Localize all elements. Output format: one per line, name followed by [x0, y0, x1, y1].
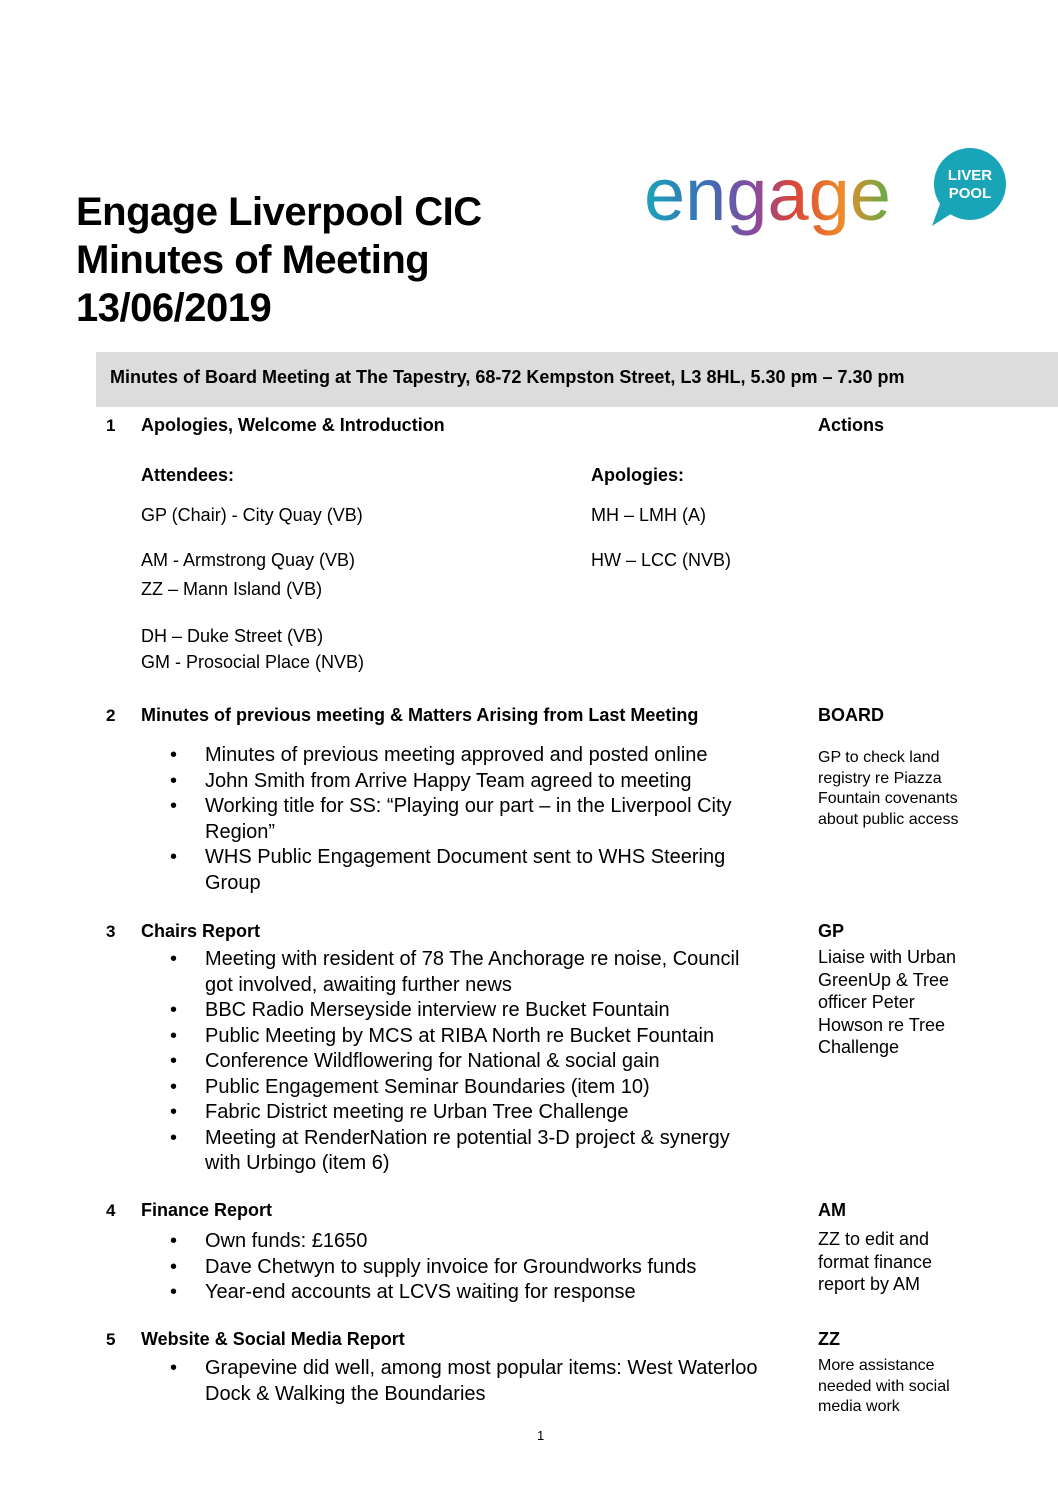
action-note: Liaise with Urban GreenUp & Tree officer Peter Howson re Tree Challenge: [818, 947, 957, 1057]
list-item: • Public Meeting by MCS at RIBA North re Bucket Fountain: [170, 1024, 739, 1050]
section-heading: Chairs Report: [141, 921, 261, 941]
attendee-item: AM - Armstrong Quay (VB): [141, 550, 356, 570]
attendee-item: ZZ – Mann Island (VB): [141, 579, 323, 599]
section-heading: Website & Social Media Report: [141, 1329, 405, 1349]
page-number: 1: [537, 1428, 545, 1443]
list-item: • Minutes of previous meeting approved and posted online: [170, 743, 732, 769]
list-item: • Meeting at RenderNation re potential 3-D project & synergy with Urbingo (item 6): [170, 1126, 739, 1177]
list-item: • John Smith from Arrive Happy Team agreed to meeting: [170, 769, 732, 795]
logo-badge-line1: LIVER: [947, 167, 993, 184]
section-number: 1: [106, 416, 116, 435]
attendee-item: DH – Duke Street (VB): [141, 626, 324, 646]
section-number: 2: [106, 706, 116, 725]
list-item: • Grapevine did well, among most popular items: West Waterloo Dock & Walking the Boundaries: [170, 1356, 757, 1407]
engage-liverpool-logo: [640, 138, 1010, 258]
apologies-label: Apologies:: [591, 465, 684, 485]
list-item: • Dave Chetwyn to supply invoice for Groundworks funds: [170, 1255, 696, 1281]
list-item: • Own funds: £1650: [170, 1229, 696, 1255]
list-item: • Year-end accounts at LCVS waiting for response: [170, 1280, 696, 1306]
section-heading: Finance Report: [141, 1200, 273, 1220]
attendee-item: GM - Prosocial Place (NVB): [141, 652, 365, 672]
logo-badge-line2: POOL: [948, 185, 992, 202]
section-action-owner: BOARD: [818, 705, 884, 725]
meeting-details-banner: [96, 352, 1058, 407]
section-bullet-list: [170, 947, 739, 1177]
apology-item: HW – LCC (NVB): [591, 550, 732, 570]
section-heading: Apologies, Welcome & Introduction: [141, 415, 445, 435]
list-item: • Working title for SS: “Playing our part – in the Liverpool City Region”: [170, 794, 732, 845]
apology-item: MH – LMH (A): [591, 505, 707, 525]
title-line-date: 13/06/2019: [76, 286, 272, 330]
attendees-label: Attendees:: [141, 465, 235, 485]
section-number: 5: [106, 1330, 116, 1349]
title-line-doc: Minutes of Meeting: [76, 238, 430, 282]
action-note: More assistance needed with social media work: [818, 1357, 950, 1415]
logo-wordmark: engage: [644, 153, 891, 236]
section-number: 4: [106, 1201, 116, 1220]
meeting-details-text: Minutes of Board Meeting at The Tapestry, 68-72 Kempston Street, L3 8HL, 5.30 pm – 7.30 pm: [110, 367, 905, 387]
document-title: [76, 188, 482, 332]
list-item: • Meeting with resident of 78 The Anchorage re noise, Council got involved, awaiting further news: [170, 947, 739, 998]
section-bullet-list: [170, 1356, 757, 1407]
section-number: 3: [106, 922, 116, 941]
section-bullet-list: [170, 1229, 696, 1306]
title-line-org: Engage Liverpool CIC: [76, 190, 482, 234]
list-item: • Public Engagement Seminar Boundaries (item 10): [170, 1075, 739, 1101]
section-bullet-list: [170, 743, 732, 896]
list-item: • Fabric District meeting re Urban Tree Challenge: [170, 1100, 739, 1126]
actions-column-heading: Actions: [818, 415, 885, 435]
list-item: • Conference Wildflowering for National & social gain: [170, 1049, 739, 1075]
section-heading: Minutes of previous meeting & Matters Arising from Last Meeting: [141, 705, 699, 725]
action-note: ZZ to edit and format finance report by AM: [818, 1229, 933, 1294]
attendee-item: GP (Chair) - City Quay (VB): [141, 505, 363, 525]
action-note: GP to check land registry re Piazza Fountain covenants about public access: [818, 749, 959, 828]
list-item: • WHS Public Engagement Document sent to WHS Steering Group: [170, 845, 732, 896]
section-action-owner: AM: [818, 1200, 846, 1220]
section-action-owner: ZZ: [818, 1329, 840, 1349]
list-item: • BBC Radio Merseyside interview re Bucket Fountain: [170, 998, 739, 1024]
section-action-owner: GP: [818, 921, 845, 941]
